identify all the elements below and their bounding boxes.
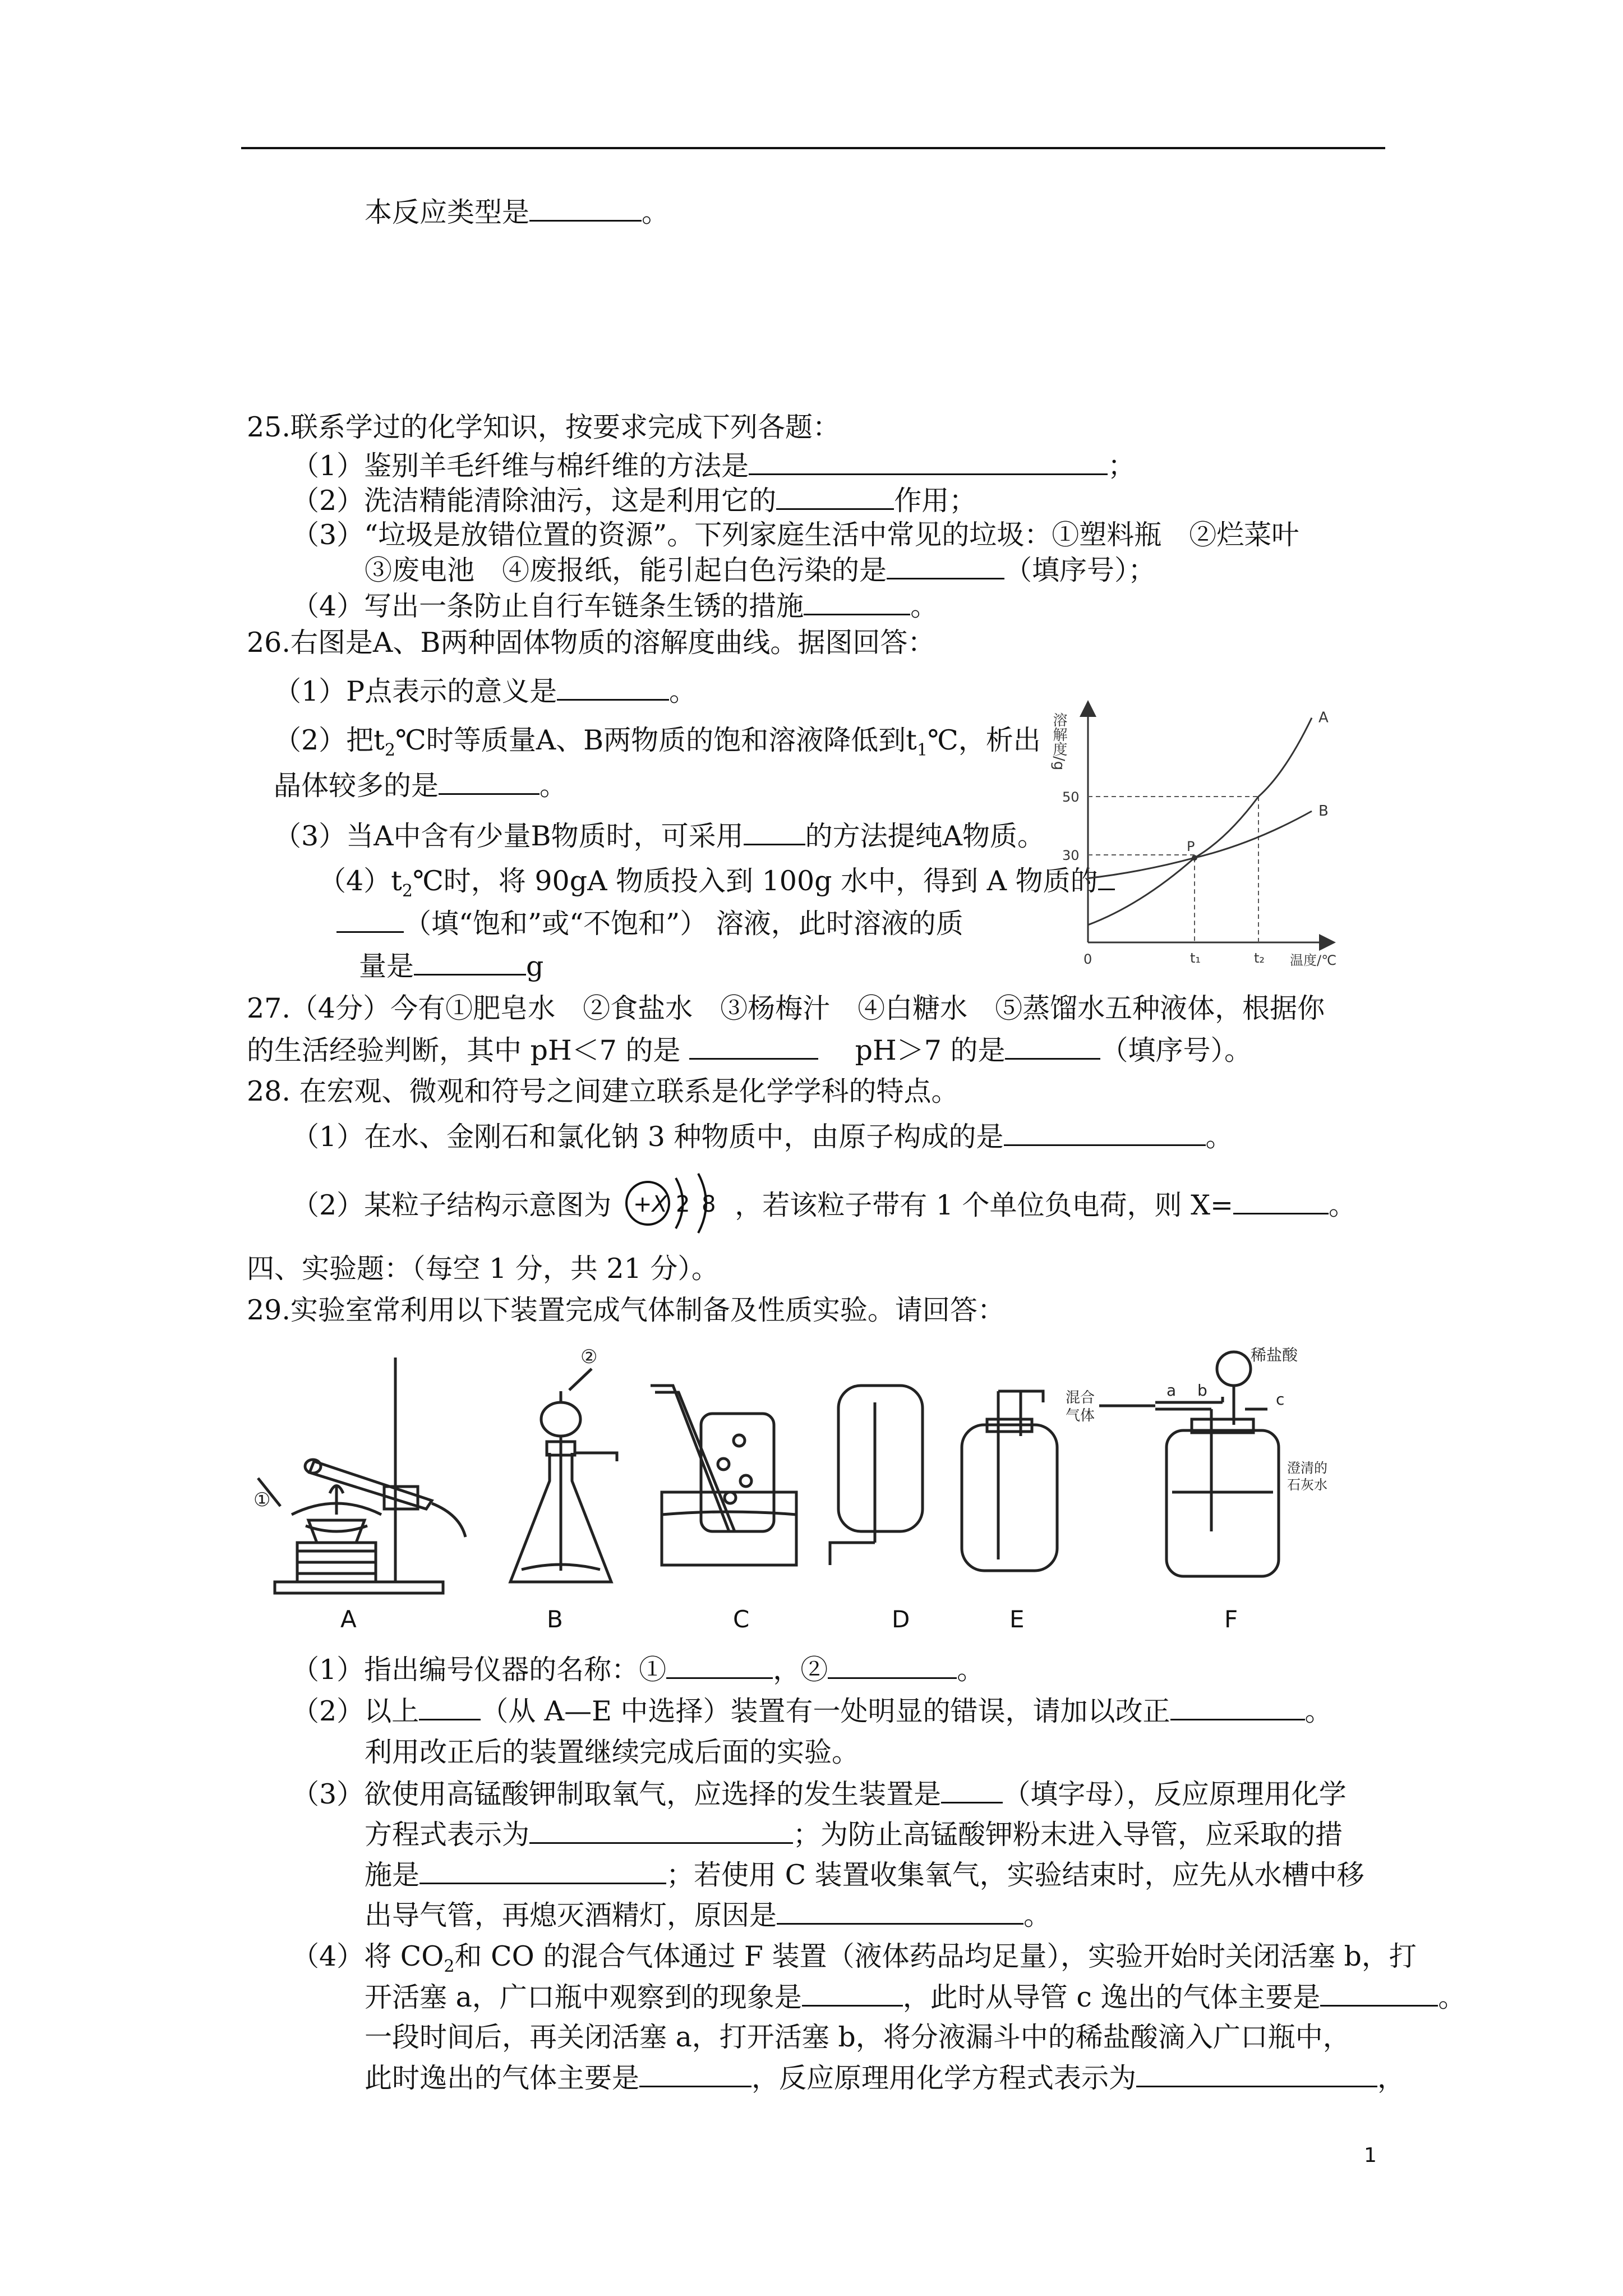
shell-2-electrons: 8 [702, 1191, 716, 1217]
point-p-marker [1192, 855, 1197, 861]
q26-stem: 26.右图是A、B两种固体物质的溶解度曲线。据图回答： [247, 627, 935, 659]
q26-item-1: （1）P点表示的意义是 。 [274, 675, 697, 707]
y-tick-50: 50 [1062, 789, 1080, 805]
answer-blank[interactable] [1233, 1188, 1329, 1214]
mark-1-label: ① [253, 1489, 271, 1511]
series-B-label: B [1318, 803, 1329, 820]
answer-blank[interactable] [414, 949, 526, 976]
answer-blank[interactable] [887, 553, 1004, 579]
answer-blank[interactable] [749, 449, 1108, 475]
q29-item-3b: 方程式表示为 ；为防止高锰酸钾粉末进入导管，应采取的措 [365, 1819, 1343, 1851]
series-A-label: A [1318, 709, 1329, 726]
solubility-chart [1050, 696, 1357, 976]
q29-item-3c: 施是 ；若使用 C 装置收集氧气，实验结束时，应先从水槽中移 [365, 1859, 1364, 1891]
answer-blank[interactable] [804, 589, 910, 615]
q27-line-2: 的生活经验判断，其中 pH＜7 的是 pH＞7 的是 （填序号）。 [247, 1034, 1252, 1066]
answer-blank[interactable] [439, 769, 540, 795]
answer-blank[interactable] [1320, 1980, 1438, 2007]
shell-1-electrons: 2 [676, 1191, 690, 1217]
y-tick-30: 30 [1062, 848, 1080, 863]
nucleus-label: +X [633, 1191, 667, 1217]
answer-blank[interactable] [666, 1653, 773, 1679]
q25-item-4: （4）写出一条防止自行车链条生锈的措施 。 [292, 590, 938, 622]
prev-question-line: 本反应类型是 。 [365, 196, 670, 228]
q26-item-4c: 量是 g [359, 950, 544, 982]
answer-blank[interactable] [336, 907, 404, 933]
q25-item-3b: ③废电池 ④废报纸，能引起白色污染的是 （填序号）； [365, 554, 1156, 586]
x-axis-label: 温度/℃ [1290, 953, 1337, 968]
f-valve-a: a [1166, 1381, 1177, 1400]
y-axis-label: 溶解度/g [1050, 712, 1067, 771]
x-tick-1: t₂ [1254, 950, 1265, 966]
answer-blank[interactable] [1005, 1033, 1100, 1060]
point-p-label: P [1187, 839, 1195, 855]
q28-item-2: （2）某粒子结构示意图为 ，若该粒子带有 1 个单位负电荷，则 X= 。 [292, 1189, 1357, 1221]
q29-item-4b: 开活塞 a，广口瓶中观察到的现象是 ，此时从导管 c 逸出的气体主要是 。 [365, 1981, 1466, 2013]
f-acid-label: 稀盐酸 [1251, 1346, 1298, 1364]
apparatus-label-a: A [340, 1605, 357, 1633]
apparatus-label-e: E [1009, 1605, 1025, 1633]
apparatus-figure [253, 1346, 1380, 1604]
q25-item-3a: （3）“垃圾是放错位置的资源”。下列家庭生活中常见的垃圾：①塑料瓶 ②烂菜叶 [292, 519, 1299, 551]
answer-blank[interactable] [1170, 1694, 1305, 1720]
mark-2-label: ② [580, 1346, 598, 1368]
series-A-line [1088, 718, 1312, 878]
x-tick-0: t₁ [1190, 950, 1201, 966]
answer-blank[interactable] [776, 484, 894, 510]
q29-item-4c: 一段时间后，再关闭活塞 a，打开活塞 b，将分液漏斗中的稀盐酸滴入广口瓶中， [365, 2021, 1350, 2053]
answer-blank[interactable] [744, 819, 805, 845]
apparatus-label-b: B [547, 1605, 563, 1633]
answer-blank[interactable] [1136, 2061, 1377, 2087]
apparatus-label-d: D [892, 1605, 910, 1633]
answer-blank[interactable] [828, 1653, 957, 1679]
apparatus-label-c: C [733, 1605, 750, 1633]
apparatus-label-f: F [1224, 1605, 1238, 1633]
answer-blank[interactable] [639, 2061, 751, 2087]
q29-item-3: （3）欲使用高锰酸钾制取氧气，应选择的发生装置是 （填字母），反应原理用化学 [292, 1778, 1347, 1810]
q29-item-4: （4）将 $CO_2$和 CO 的混合气体通过 F 装置（液体药品均足量），实验开始时关闭活塞 b，打 [292, 1940, 1417, 1976]
f-lime-label-2: 石灰水 [1287, 1477, 1327, 1493]
q29-stem: 29.实验室常利用以下装置完成气体制备及性质实验。请回答： [247, 1294, 1005, 1326]
f-mix-label-2: 气体 [1066, 1407, 1095, 1424]
answer-blank[interactable] [529, 1818, 793, 1844]
atom-structure-diagram [620, 1167, 732, 1240]
answer-blank[interactable] [557, 674, 669, 701]
q26-item-4b: （填“饱和”或“不饱和”） 溶液，此时溶液的质 [336, 907, 963, 941]
series-B-line [1088, 811, 1312, 925]
section-4-heading: 四、实验题：（每空 1 分，共 21 分）。 [247, 1253, 719, 1285]
page-number: 1 [1364, 2144, 1377, 2167]
q26-item-4: $(4)t_2℃$时，将 90gA 物质投入到 100g 水中，得到 A 物质的 [319, 864, 1115, 908]
answer-blank[interactable] [1004, 1120, 1206, 1146]
f-mix-label-1: 混合 [1066, 1389, 1095, 1406]
q27-line-1: 27.（4分）今有①肥皂水 ②食盐水 ③杨梅汁 ④白糖水 ⑤蒸馏水五种液体，根据你 [247, 992, 1325, 1024]
answer-blank[interactable] [802, 1980, 903, 2007]
q28-item-1: （1）在水、金刚石和氯化钠 3 种物质中，由原子构成的是 。 [292, 1121, 1233, 1153]
f-tube-c: c [1276, 1390, 1285, 1409]
q26-item-2b: 晶体较多的是 。 [274, 770, 568, 802]
f-lime-label-1: 澄清的 [1287, 1460, 1327, 1476]
q26-item-2: （2）把$t_2℃$时等质量A、B两物质的饱和溶液降低到$t_1℃$，析出 [274, 724, 1041, 760]
q28-stem: 28. 在宏观、微观和符号之间建立联系是化学学科的特点。 [247, 1075, 959, 1107]
answer-blank[interactable] [777, 1898, 1023, 1925]
q25-item-2: （2）洗洁精能清除油污，这是利用它的 作用； [292, 485, 977, 517]
answer-blank[interactable] [419, 1694, 481, 1720]
q25-item-1: （1）鉴别羊毛纤维与棉纤维的方法是 ； [292, 450, 1136, 482]
header-rule [241, 147, 1385, 149]
q29-item-4d: 此时逸出的气体主要是 ，反应原理用化学方程式表示为 ， [365, 2062, 1405, 2094]
answer-blank[interactable] [689, 1033, 818, 1060]
answer-blank[interactable] [419, 1858, 666, 1884]
q26-item-3: （3）当A中含有少量B物质时，可采用 的方法提纯A物质。 [274, 820, 1045, 852]
origin-label: 0 [1083, 951, 1092, 967]
q29-item-2: （2）以上 （从 A—E 中选择）装置有一处明显的错误，请加以改正 。 [292, 1695, 1332, 1727]
q29-item-3d: 出导气管，再熄灭酒精灯，原因是 。 [365, 1899, 1052, 1931]
answer-blank[interactable] [529, 195, 642, 222]
answer-blank[interactable] [941, 1777, 1003, 1803]
q29-item-1: （1）指出编号仪器的名称：① ，② 。 [292, 1654, 985, 1686]
q25-stem: 25.联系学过的化学知识，按要求完成下列各题： [247, 411, 840, 443]
q29-item-2b: 利用改正后的装置继续完成后面的实验。 [365, 1736, 860, 1768]
f-valve-b: b [1197, 1381, 1207, 1400]
